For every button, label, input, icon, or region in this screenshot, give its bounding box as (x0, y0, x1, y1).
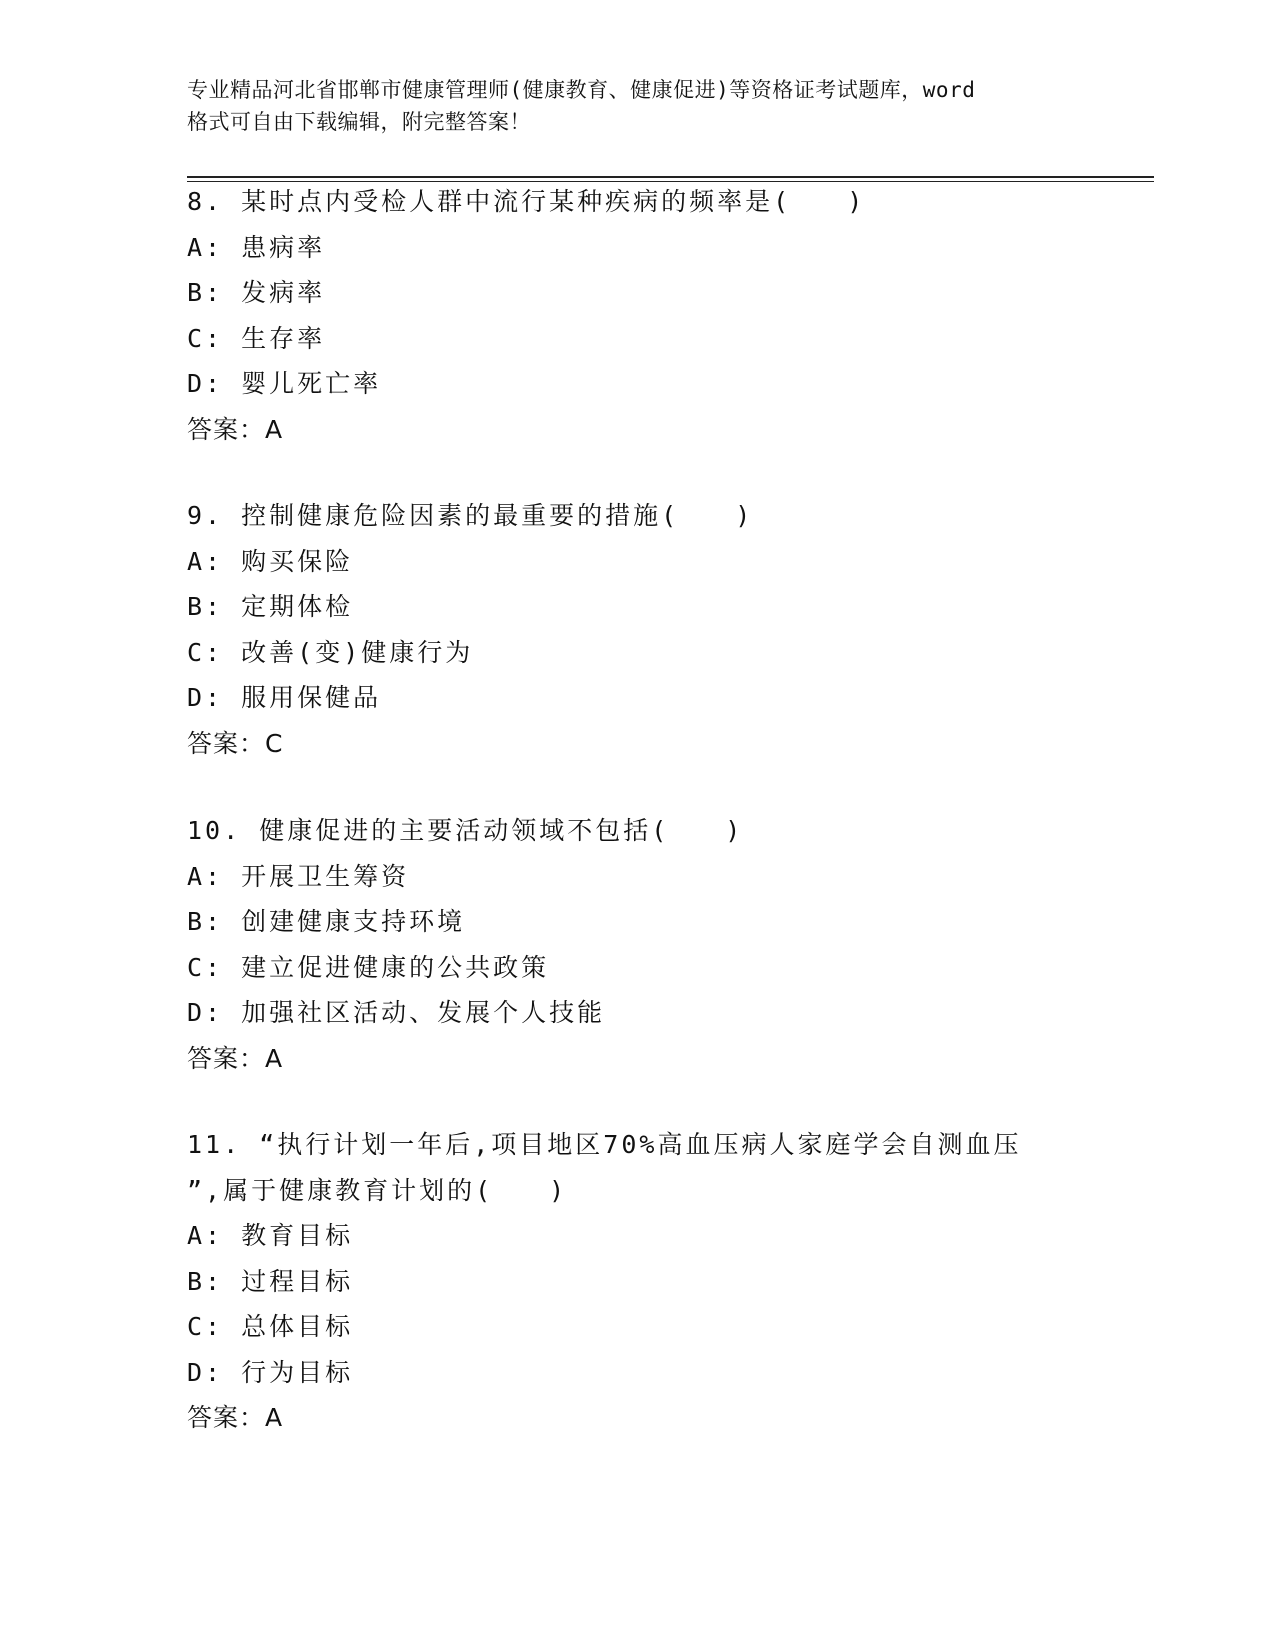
option-a: A: 教育目标 (187, 1221, 354, 1250)
answer-text: 答案：A (187, 414, 284, 444)
option-a: A: 开展卫生筹资 (187, 861, 410, 891)
answer-text: 答案：A (187, 1403, 284, 1432)
question-9 (187, 493, 1087, 766)
header-line-1: 专业精品河北省邯郸市健康管理师(健康教育、健康促进)等资格证考试题库，word (187, 78, 976, 102)
option-d: D: 加强社区活动、发展个人技能 (187, 998, 606, 1027)
question-text: 10. 健康促进的主要活动领域不包括( ) (187, 816, 744, 845)
option-a: A: 购买保险 (187, 546, 354, 576)
option-b: B: 创建健康支持环境 (187, 907, 466, 936)
option-c: C: 生存率 (187, 323, 326, 353)
option-b: B: 定期体检 (187, 592, 354, 621)
question-8 (187, 179, 1087, 452)
question-text: 9. 控制健康危险因素的最重要的措施( ) (187, 501, 754, 530)
option-c: C: 改善(变)健康行为 (187, 637, 474, 667)
header-line-2: 格式可自由下载编辑，附完整答案！ (187, 110, 531, 134)
question-text-line-2: ”,属于健康教育计划的( ) (187, 1175, 568, 1205)
option-d: D: 婴儿死亡率 (187, 369, 382, 398)
option-c: C: 建立促进健康的公共政策 (187, 952, 550, 982)
option-a: A: 患病率 (187, 232, 326, 262)
question-11 (187, 1122, 1087, 1441)
option-d: D: 行为目标 (187, 1357, 354, 1387)
question-text-line-1: 11. “执行计划一年后,项目地区70%高血压病人家庭学会自测血压 (187, 1130, 1022, 1159)
question-10 (187, 808, 1087, 1081)
answer-text: 答案：A (187, 1043, 284, 1073)
option-b: B: 过程目标 (187, 1266, 354, 1296)
answer-text: 答案：C (187, 728, 284, 758)
option-d: D: 服用保健品 (187, 683, 382, 712)
option-b: B: 发病率 (187, 278, 326, 307)
question-text: 8. 某时点内受检人群中流行某种疾病的频率是( ) (187, 187, 866, 216)
document-header (187, 74, 1087, 138)
option-c: C: 总体目标 (187, 1312, 354, 1341)
